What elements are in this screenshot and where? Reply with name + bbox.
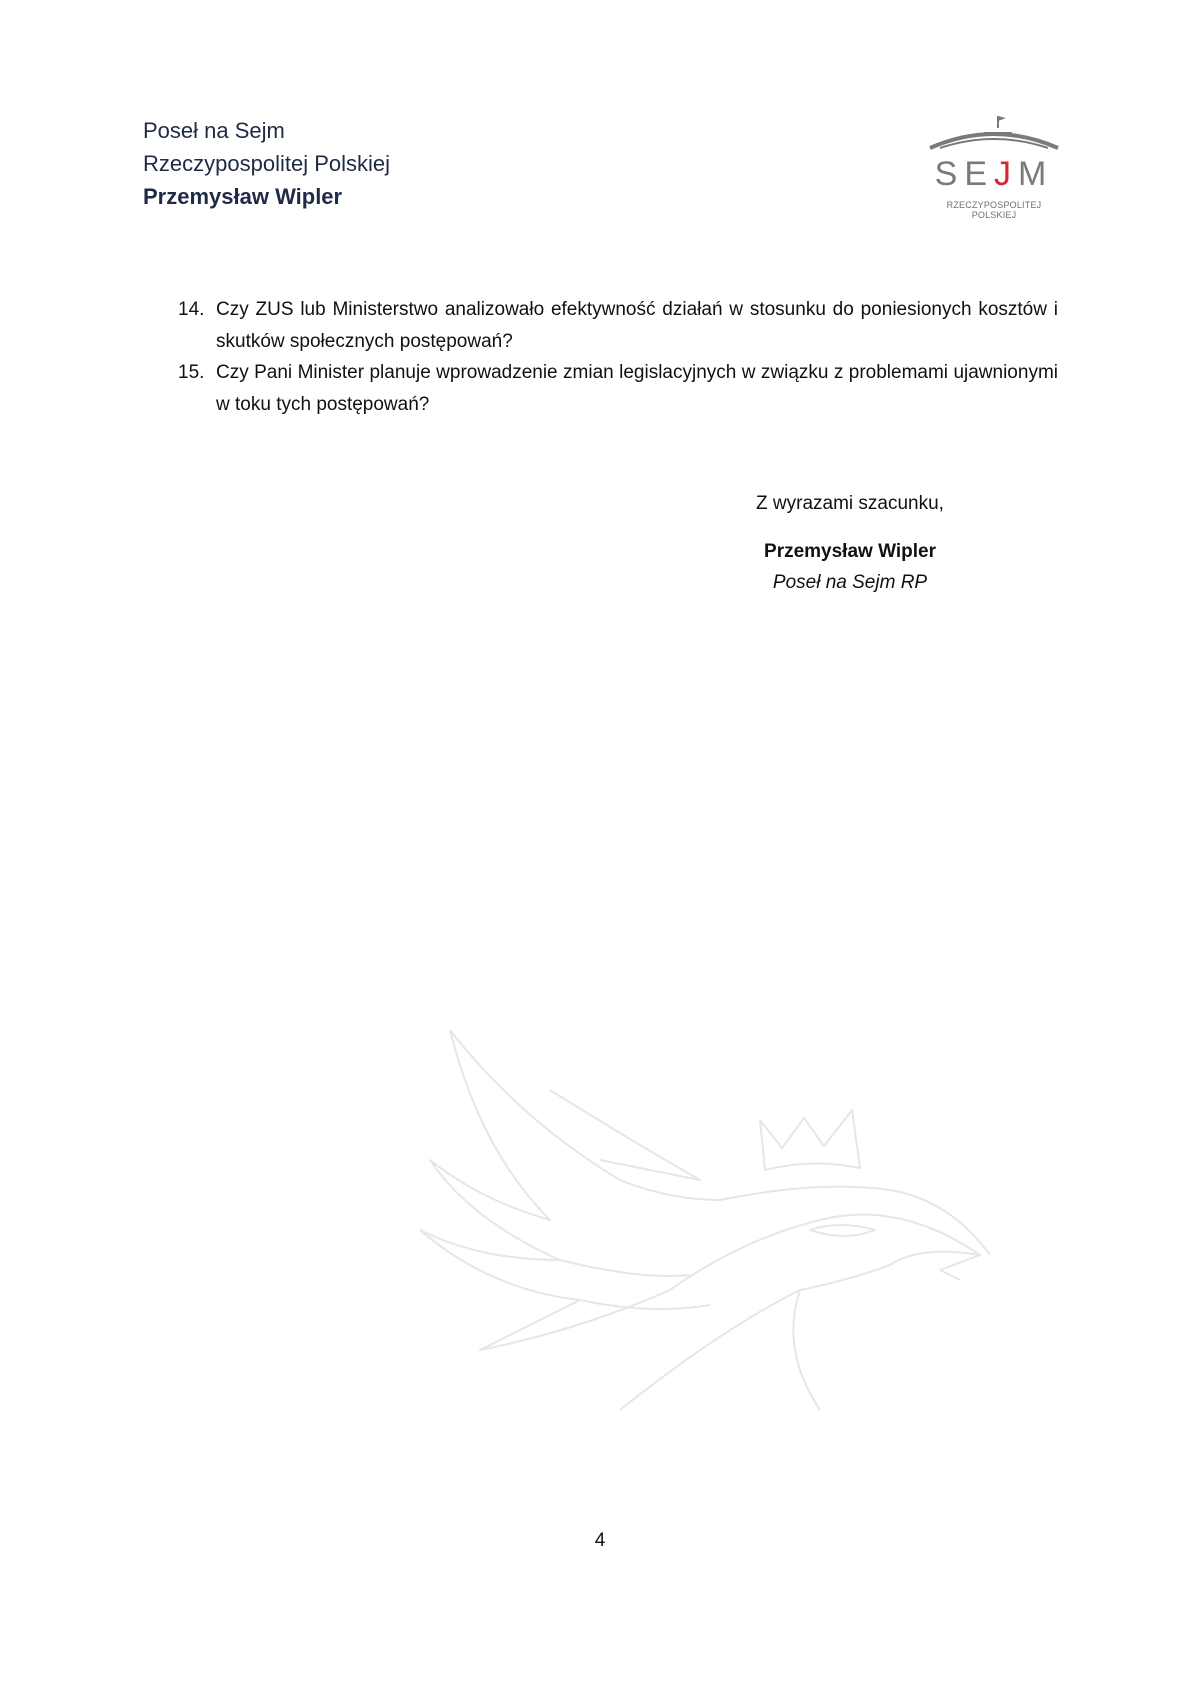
- question-number: 14.: [178, 299, 205, 320]
- sender-name: Przemysław Wipler: [143, 184, 343, 209]
- question-text: Czy ZUS lub Ministerstwo analizowało efektywność działań w stosunku do poniesionych kosztów i skutków społecznych postępowań?: [216, 299, 1058, 352]
- signature-role: Poseł na Sejm RP: [772, 572, 928, 593]
- sender-country: Rzeczypospolitej Polskiej: [143, 151, 390, 176]
- sejm-logo-subtitle: RZECZYPOSPOLITEJ POLSKIEJ: [946, 200, 1042, 220]
- question-text: Czy Pani Minister planuje wprowadzenie zmian legislacyjnych w związku z problemami ujawnionymi w toku tych postępowań?: [216, 362, 1058, 415]
- letterhead-sender: [143, 114, 390, 213]
- sejm-logo: [926, 110, 1062, 220]
- question-item: [178, 294, 1058, 357]
- signature-block: [700, 488, 1000, 599]
- sejm-wordmark: SEJM: [934, 155, 1054, 193]
- page-number: 4: [594, 1530, 606, 1551]
- sejm-building-icon: [926, 110, 1062, 160]
- questions-list: [178, 294, 1058, 420]
- question-number: 15.: [178, 362, 205, 383]
- sender-title: Poseł na Sejm: [143, 118, 285, 143]
- question-item: [178, 357, 1058, 420]
- closing-greeting: Z wyrazami szacunku,: [756, 493, 944, 514]
- eagle-watermark-icon: [420, 1030, 1070, 1420]
- signature-name: Przemysław Wipler: [764, 540, 936, 562]
